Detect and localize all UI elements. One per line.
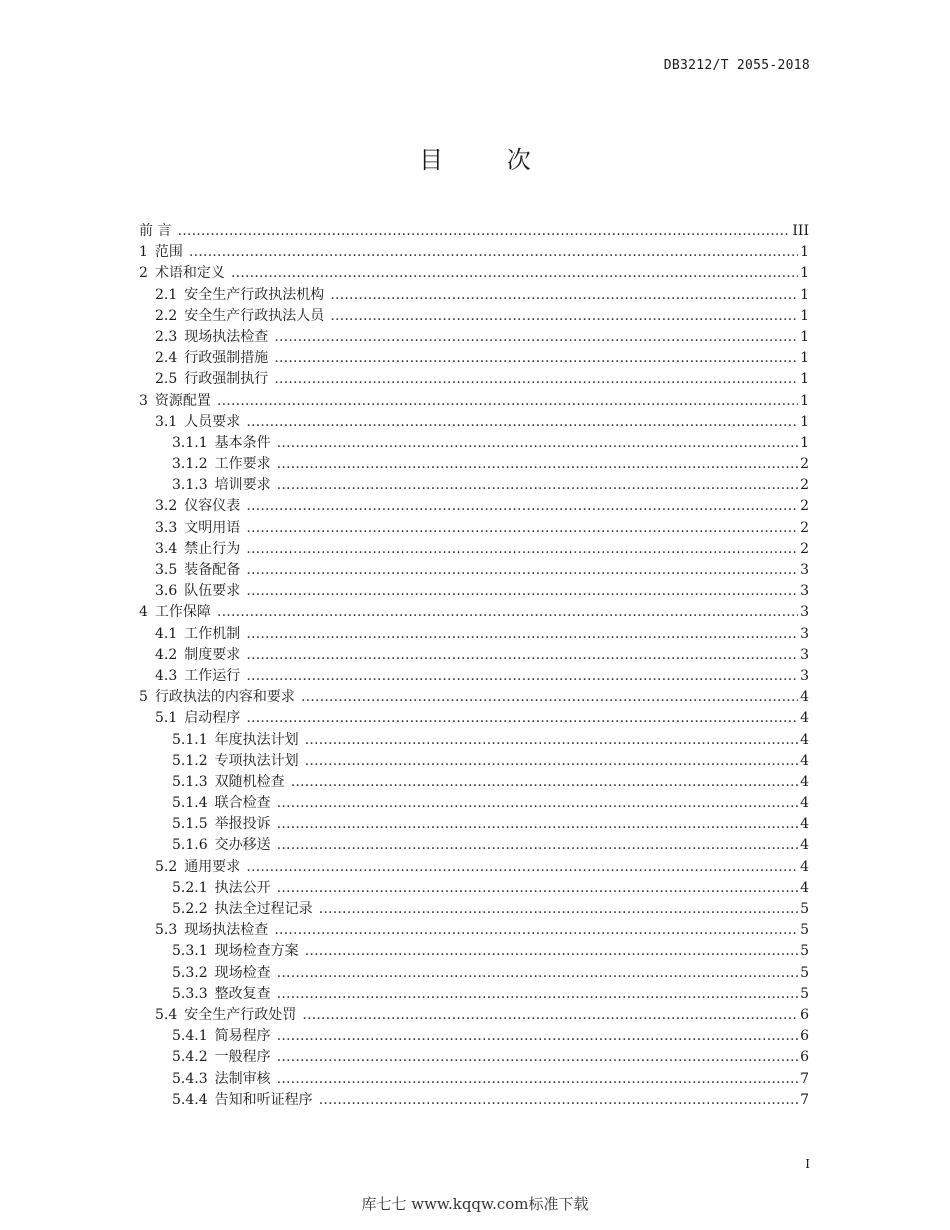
toc-dot-leader bbox=[189, 242, 798, 263]
toc-entry[interactable] bbox=[139, 518, 809, 539]
table-of-contents bbox=[139, 221, 809, 1111]
toc-dot-leader bbox=[305, 751, 798, 772]
toc-entry[interactable] bbox=[139, 941, 809, 962]
toc-entry[interactable] bbox=[139, 751, 809, 772]
toc-dot-leader bbox=[277, 793, 798, 814]
toc-entry-number: 1 bbox=[139, 244, 148, 261]
page-number: I bbox=[805, 1157, 810, 1171]
toc-entry[interactable] bbox=[139, 454, 809, 475]
toc-entry-number: 5.4 bbox=[155, 1006, 178, 1023]
toc-entry-title: 基本条件 bbox=[214, 434, 271, 451]
toc-entry-number: 5.1.5 bbox=[172, 816, 208, 833]
toc-entry-title: 现场执法检查 bbox=[184, 328, 269, 345]
toc-entry-number: 2.5 bbox=[155, 371, 178, 388]
toc-entry[interactable] bbox=[139, 263, 809, 284]
toc-entry-title: 安全生产行政执法人员 bbox=[184, 307, 325, 324]
toc-entry-page: 2 bbox=[800, 498, 809, 515]
toc-entry[interactable] bbox=[139, 412, 809, 433]
toc-entry-number: 3.1.2 bbox=[172, 456, 208, 473]
toc-entry-page: 1 bbox=[800, 307, 809, 324]
toc-entry-title: 禁止行为 bbox=[184, 540, 241, 557]
toc-entry[interactable] bbox=[139, 814, 809, 835]
toc-entry[interactable] bbox=[139, 433, 809, 454]
toc-entry-number: 5.2.2 bbox=[172, 901, 208, 917]
toc-entry-number: 4 bbox=[139, 604, 148, 621]
toc-entry[interactable] bbox=[139, 687, 809, 708]
toc-dot-leader bbox=[319, 899, 798, 920]
toc-entry[interactable] bbox=[139, 306, 809, 327]
toc-entry-page: 4 bbox=[800, 816, 809, 833]
toc-dot-leader bbox=[246, 496, 798, 517]
toc-entry-number: 5 bbox=[139, 689, 148, 706]
toc-entry-title: 联合检查 bbox=[214, 795, 271, 812]
toc-entry-page: 1 bbox=[800, 265, 809, 282]
toc-entry-page: 2 bbox=[800, 519, 809, 536]
toc-entry-page: 5 bbox=[800, 901, 809, 917]
toc-entry[interactable] bbox=[139, 857, 809, 878]
toc-entry-page: 2 bbox=[800, 456, 809, 473]
toc-entry[interactable] bbox=[139, 963, 809, 984]
page-title: 目 次 bbox=[419, 146, 559, 174]
toc-entry-page: 1 bbox=[800, 413, 809, 430]
toc-entry[interactable] bbox=[139, 539, 809, 560]
toc-entry-number: 5.4.2 bbox=[172, 1049, 208, 1066]
toc-entry-page: 6 bbox=[800, 1028, 809, 1045]
toc-entry-title: 培训要求 bbox=[214, 477, 271, 494]
toc-entry-title: 告知和听证程序 bbox=[214, 1091, 313, 1108]
toc-entry-page: 1 bbox=[800, 244, 809, 261]
toc-entry-title: 制度要求 bbox=[184, 646, 241, 663]
toc-dot-leader bbox=[305, 941, 798, 962]
toc-entry[interactable] bbox=[139, 1090, 809, 1111]
toc-entry-page: 1 bbox=[800, 434, 809, 451]
toc-entry[interactable] bbox=[139, 391, 809, 412]
toc-entry-number: 2.3 bbox=[155, 328, 178, 345]
toc-entry-number: 5.3.3 bbox=[172, 985, 208, 1002]
toc-entry[interactable] bbox=[139, 793, 809, 814]
toc-entry-page: 7 bbox=[800, 1091, 809, 1108]
toc-dot-leader bbox=[277, 835, 798, 856]
toc-entry-number: 5.1 bbox=[155, 710, 178, 727]
toc-entry-title: 年度执法计划 bbox=[214, 731, 299, 748]
watermark-text: 库七七 www.kqqw.com标准下载 bbox=[361, 1195, 589, 1213]
toc-entry[interactable] bbox=[139, 708, 809, 729]
toc-dot-leader bbox=[274, 369, 798, 390]
toc-dot-leader bbox=[246, 412, 798, 433]
toc-dot-leader bbox=[246, 708, 798, 729]
toc-entry[interactable] bbox=[139, 1069, 809, 1090]
toc-entry-title: 举报投诉 bbox=[214, 816, 271, 833]
toc-entry-title: 启动程序 bbox=[184, 710, 241, 727]
toc-entry-number: 5.1.4 bbox=[172, 795, 208, 812]
toc-entry-page: 1 bbox=[800, 328, 809, 345]
toc-dot-leader bbox=[277, 1069, 798, 1090]
toc-entry-page: 4 bbox=[800, 689, 809, 706]
toc-entry-page: 7 bbox=[800, 1070, 809, 1087]
toc-entry-page: 2 bbox=[800, 540, 809, 557]
toc-entry-page: 1 bbox=[800, 392, 809, 409]
toc-entry-title: 前 言 bbox=[139, 223, 172, 239]
toc-entry-number: 5.4.1 bbox=[172, 1028, 208, 1045]
toc-entry-number: 5.2 bbox=[155, 858, 178, 875]
toc-entry-page: 4 bbox=[800, 773, 809, 790]
toc-entry[interactable] bbox=[139, 645, 809, 666]
toc-entry-title: 仪容仪表 bbox=[184, 498, 241, 515]
toc-entry-page: 4 bbox=[800, 710, 809, 727]
toc-entry-number: 5.4.4 bbox=[172, 1091, 208, 1108]
toc-entry-number: 3.6 bbox=[155, 583, 178, 600]
toc-entry-number: 5.1.1 bbox=[172, 731, 208, 748]
toc-entry-number: 2 bbox=[139, 265, 148, 282]
toc-entry-page: 4 bbox=[800, 752, 809, 769]
toc-entry-number: 3.1.1 bbox=[172, 434, 208, 451]
toc-entry-title: 行政执法的内容和要求 bbox=[154, 689, 295, 706]
toc-entry-number: 3.3 bbox=[155, 519, 178, 536]
toc-dot-leader bbox=[231, 263, 798, 284]
toc-dot-leader bbox=[274, 327, 798, 348]
toc-entry[interactable] bbox=[139, 369, 809, 390]
toc-dot-leader bbox=[301, 687, 798, 708]
toc-entry-number: 4.2 bbox=[155, 646, 178, 663]
toc-entry-page: III bbox=[792, 223, 809, 239]
toc-entry[interactable] bbox=[139, 624, 809, 645]
toc-entry[interactable] bbox=[139, 581, 809, 602]
toc-entry-number: 3.1 bbox=[155, 413, 178, 430]
toc-entry[interactable] bbox=[139, 666, 809, 687]
toc-entry-title: 专项执法计划 bbox=[214, 752, 299, 769]
toc-entry[interactable] bbox=[139, 1026, 809, 1047]
toc-entry[interactable] bbox=[139, 602, 809, 623]
toc-entry[interactable] bbox=[139, 920, 809, 941]
toc-entry[interactable] bbox=[139, 878, 809, 899]
toc-dot-leader bbox=[177, 221, 790, 242]
toc-dot-leader bbox=[277, 814, 798, 835]
toc-entry[interactable] bbox=[139, 730, 809, 751]
toc-entry-title: 执法公开 bbox=[214, 879, 271, 896]
toc-entry[interactable] bbox=[139, 348, 809, 369]
toc-entry-number: 5.3.1 bbox=[172, 943, 208, 960]
toc-dot-leader bbox=[291, 772, 798, 793]
toc-entry-number: 3.4 bbox=[155, 540, 178, 557]
toc-entry-page: 4 bbox=[800, 858, 809, 875]
toc-entry-page: 1 bbox=[800, 286, 809, 303]
toc-entry-number: 5.2.1 bbox=[172, 879, 208, 896]
toc-entry-page: 1 bbox=[800, 371, 809, 388]
toc-entry-number: 2.4 bbox=[155, 350, 178, 367]
toc-dot-leader bbox=[246, 645, 798, 666]
toc-entry-title: 法制审核 bbox=[214, 1070, 271, 1087]
toc-entry-page: 5 bbox=[800, 943, 809, 960]
toc-dot-leader bbox=[277, 1047, 798, 1068]
toc-entry-title: 行政强制措施 bbox=[184, 350, 269, 367]
toc-entry[interactable] bbox=[139, 221, 809, 242]
toc-dot-leader bbox=[246, 857, 798, 878]
toc-dot-leader bbox=[305, 730, 798, 751]
toc-entry-title: 现场检查 bbox=[214, 964, 271, 981]
toc-dot-leader bbox=[277, 433, 798, 454]
toc-entry[interactable] bbox=[139, 984, 809, 1005]
toc-entry-page: 4 bbox=[800, 879, 809, 896]
toc-entry-page: 5 bbox=[800, 922, 809, 939]
toc-dot-leader bbox=[217, 602, 798, 623]
toc-entry-title: 人员要求 bbox=[184, 413, 241, 430]
toc-entry[interactable] bbox=[139, 327, 809, 348]
toc-dot-leader bbox=[277, 878, 798, 899]
toc-dot-leader bbox=[246, 624, 798, 645]
toc-entry-number: 3.5 bbox=[155, 562, 178, 578]
toc-entry-title: 工作保障 bbox=[154, 604, 211, 621]
toc-entry-number: 5.1.2 bbox=[172, 752, 208, 769]
toc-entry-page: 3 bbox=[800, 667, 809, 684]
toc-entry-title: 安全生产行政执法机构 bbox=[184, 286, 325, 303]
toc-entry-title: 行政强制执行 bbox=[184, 371, 269, 388]
toc-entry-page: 3 bbox=[800, 583, 809, 600]
toc-dot-leader bbox=[274, 348, 798, 369]
toc-dot-leader bbox=[246, 518, 798, 539]
toc-entry-title: 简易程序 bbox=[214, 1028, 271, 1045]
toc-entry[interactable] bbox=[139, 835, 809, 856]
toc-dot-leader bbox=[330, 285, 798, 306]
toc-entry-number: 3 bbox=[139, 392, 148, 409]
toc-entry[interactable] bbox=[139, 242, 809, 263]
toc-entry-number: 3.2 bbox=[155, 498, 178, 515]
toc-entry[interactable] bbox=[139, 285, 809, 306]
toc-entry-page: 5 bbox=[800, 964, 809, 981]
toc-dot-leader bbox=[302, 1005, 798, 1026]
toc-dot-leader bbox=[217, 391, 798, 412]
toc-entry-title: 资源配置 bbox=[154, 392, 211, 409]
toc-entry-title: 装备配备 bbox=[184, 562, 241, 578]
toc-dot-leader bbox=[277, 1026, 798, 1047]
toc-entry[interactable] bbox=[139, 560, 809, 581]
toc-entry-title: 范围 bbox=[154, 244, 183, 261]
toc-entry[interactable] bbox=[139, 1005, 809, 1026]
toc-entry-page: 4 bbox=[800, 795, 809, 812]
toc-entry-number: 4.1 bbox=[155, 625, 178, 642]
toc-dot-leader bbox=[246, 581, 798, 602]
toc-entry[interactable] bbox=[139, 496, 809, 517]
toc-entry-title: 整改复查 bbox=[214, 985, 271, 1002]
toc-entry-number: 5.1.3 bbox=[172, 773, 208, 790]
toc-entry-title: 一般程序 bbox=[214, 1049, 271, 1066]
toc-entry[interactable] bbox=[139, 772, 809, 793]
toc-entry-number: 5.4.3 bbox=[172, 1070, 208, 1087]
toc-entry[interactable] bbox=[139, 899, 809, 920]
toc-entry-title: 执法全过程记录 bbox=[214, 901, 313, 917]
toc-entry-title: 现场执法检查 bbox=[184, 922, 269, 939]
toc-dot-leader bbox=[246, 666, 798, 687]
toc-entry-page: 2 bbox=[800, 477, 809, 494]
toc-entry-title: 队伍要求 bbox=[184, 583, 241, 600]
toc-entry-number: 2.1 bbox=[155, 286, 178, 303]
toc-entry[interactable] bbox=[139, 475, 809, 496]
toc-entry-page: 3 bbox=[800, 562, 809, 578]
toc-entry-title: 安全生产行政处罚 bbox=[184, 1006, 297, 1023]
toc-entry-title: 双随机检查 bbox=[214, 773, 285, 790]
toc-entry-page: 3 bbox=[800, 625, 809, 642]
toc-entry-number: 5.3.2 bbox=[172, 964, 208, 981]
toc-entry-page: 6 bbox=[800, 1006, 809, 1023]
toc-dot-leader bbox=[277, 984, 798, 1005]
toc-entry-title: 现场检查方案 bbox=[214, 943, 299, 960]
toc-entry-page: 3 bbox=[800, 604, 809, 621]
toc-dot-leader bbox=[246, 539, 798, 560]
toc-entry-title: 工作运行 bbox=[184, 667, 241, 684]
toc-entry-page: 3 bbox=[800, 646, 809, 663]
toc-entry-page: 6 bbox=[800, 1049, 809, 1066]
toc-entry-title: 工作机制 bbox=[184, 625, 241, 642]
toc-entry-page: 4 bbox=[800, 731, 809, 748]
toc-dot-leader bbox=[277, 963, 798, 984]
toc-entry-number: 2.2 bbox=[155, 307, 178, 324]
toc-entry-title: 工作要求 bbox=[214, 456, 271, 473]
toc-entry-title: 通用要求 bbox=[184, 858, 241, 875]
document-code: DB3212/T 2055-2018 bbox=[663, 58, 810, 73]
toc-entry-page: 4 bbox=[800, 837, 809, 854]
toc-entry-title: 交办移送 bbox=[214, 837, 271, 854]
toc-dot-leader bbox=[277, 454, 798, 475]
toc-entry-title: 术语和定义 bbox=[154, 265, 225, 282]
toc-entry-number: 3.1.3 bbox=[172, 477, 208, 494]
toc-entry-number: 5.1.6 bbox=[172, 837, 208, 854]
toc-entry-page: 5 bbox=[800, 985, 809, 1002]
toc-dot-leader bbox=[246, 560, 798, 581]
toc-dot-leader bbox=[330, 306, 798, 327]
toc-dot-leader bbox=[277, 475, 798, 496]
toc-entry-page: 1 bbox=[800, 350, 809, 367]
toc-dot-leader bbox=[274, 920, 798, 941]
toc-entry-number: 5.3 bbox=[155, 922, 178, 939]
toc-entry-title: 文明用语 bbox=[184, 519, 241, 536]
toc-entry[interactable] bbox=[139, 1047, 809, 1068]
toc-entry-number: 4.3 bbox=[155, 667, 178, 684]
toc-dot-leader bbox=[319, 1090, 798, 1111]
